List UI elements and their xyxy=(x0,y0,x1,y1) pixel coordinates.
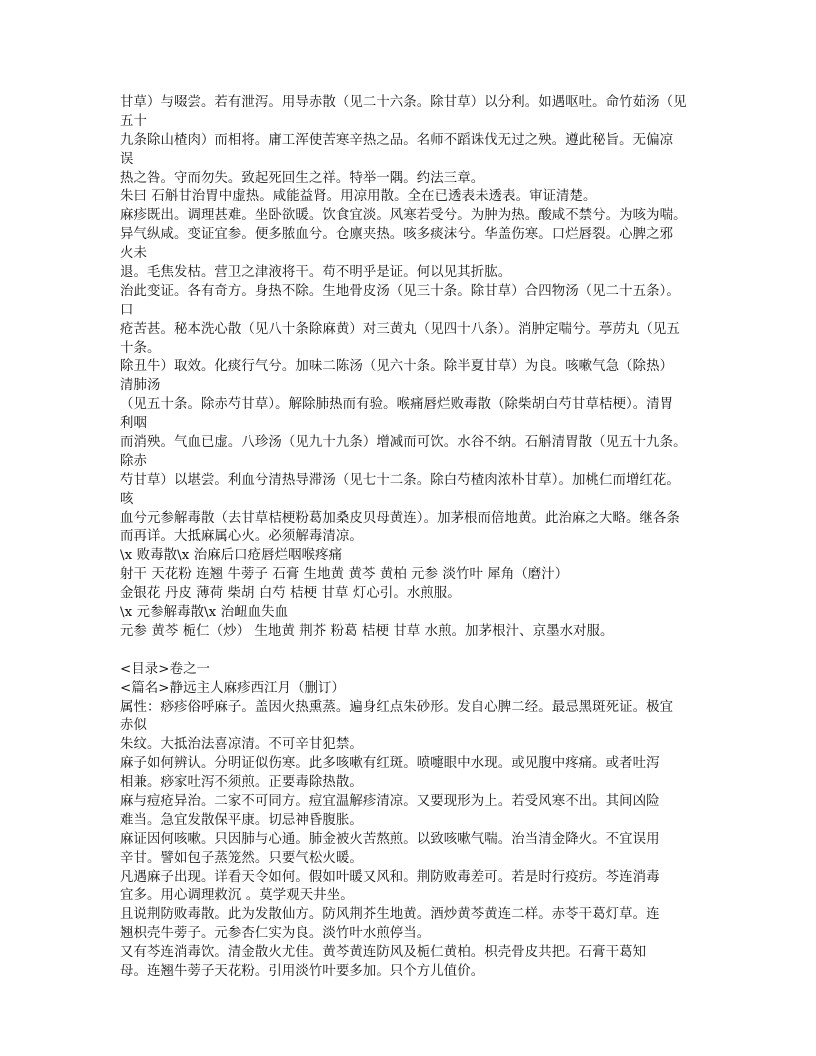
section2-line: 凡遇麻子出现。详看天令如何。假如叶暖又风和。荆防败毒差可。若是时行疫疠。芩连消毒 xyxy=(120,869,660,885)
section-gap xyxy=(120,642,700,661)
section1-line: \x 败毒散\x 治麻后口疮唇烂咽喉疼痛 xyxy=(120,548,343,564)
section2-line: 宜多。用心调理救沉 。莫学观天井坐。 xyxy=(120,888,354,904)
section1-line: 利咽 xyxy=(120,416,147,432)
section2-line: 麻证因何咳嗽。只因肺与心通。肺金被火苦熬煎。以致咳嗽气喘。治当清金降火。不宜误用 xyxy=(120,831,660,847)
section2-line: 又有芩连消毒饮。清金散火尤佳。黄芩黄连防风及栀仁黄柏。枳壳骨皮共把。石膏干葛知 xyxy=(120,945,647,961)
section1-line: \x 元参解毒散\x 治衄血失血 xyxy=(120,605,289,621)
section2-line: 相兼。痧家吐泻不须煎。正要毒除热散。 xyxy=(120,775,363,791)
section1-line: （见五十条。除赤芍甘草）。解除肺热而有验。喉痛唇烂败毒散（除柴胡白芍甘草桔梗）。清胃 xyxy=(120,397,674,413)
section2-line: <目录>卷之一 xyxy=(120,661,211,677)
section1-line: 退。毛焦发枯。营卫之津液将干。苟不明乎是证。何以见其折肱。 xyxy=(120,265,512,281)
section2-line: 赤似 xyxy=(120,718,147,734)
section1-line: 血兮元参解毒散（去甘草桔梗粉葛加桑皮贝母黄连）。加茅根而倍地黄。此治麻之大略。继各条 xyxy=(120,510,680,526)
section1-line: 甘草）与啜尝。若有泄泻。用导赤散（见二十六条。除甘草）以分利。如遇呕吐。命竹茹汤（见 xyxy=(120,95,687,110)
section1-line: 清肺汤 xyxy=(120,378,161,394)
section1-line: 咳 xyxy=(120,491,134,507)
section1-line: 射干 天花粉 连翘 牛蒡子 石膏 生地黄 黄芩 黄柏 元参 淡竹叶 犀角（磨汁） xyxy=(120,567,569,583)
section2-line: 母。连翘牛蒡子天花粉。引用淡竹叶要多加。只个方儿值价。 xyxy=(120,963,485,979)
section1-line: 九条除山楂肉）而相将。庸工浑使苦寒辛热之品。名师不蹈诛伐无过之殃。遵此秘旨。无偏凉 xyxy=(120,132,674,148)
section1-line: 十条。 xyxy=(120,340,161,356)
section1-line: 金银花 丹皮 薄荷 柴胡 白芍 桔梗 甘草 灯心引。水煎服。 xyxy=(120,586,461,602)
section1-line: 芍甘草）以堪尝。利血兮清热导滞汤（见七十二条。除白芍楂肉浓朴甘草）。加桃仁而增红花。 xyxy=(120,472,680,488)
section2-line: 属性：痧疹俗呼麻子。盖因火热熏蒸。遍身红点朱砂形。发自心脾二经。最忌黑斑死证。极宜 xyxy=(120,699,674,715)
section2-line: 翘枳壳牛蒡子。元参杏仁实为良。淡竹叶水煎停当。 xyxy=(120,926,431,942)
section-xijiangyue-text xyxy=(120,661,700,982)
document-page xyxy=(120,94,700,982)
section2-line: 且说荆防败毒散。此为发散仙方。防风荆芥生地黄。酒炒黄芩黄连二样。赤苓干葛灯草。连 xyxy=(120,907,660,923)
section2-line: 辛甘。譬如包子蒸笼然。只要气松火暖。 xyxy=(120,850,363,866)
section1-line: 五十 xyxy=(120,113,147,129)
section2-line: 朱纹。大抵治法喜凉清。不可辛甘犯禁。 xyxy=(120,737,363,753)
section1-line: 除赤 xyxy=(120,453,147,469)
section1-line: 而消殃。气血已虚。八珍汤（见九十九条）增减而可饮。水谷不纳。石斛清胃散（见五十九条。 xyxy=(120,435,687,451)
section1-line: 除丑牛）取效。化痰行气兮。加味二陈汤（见六十条。除半夏甘草）为良。咳嗽气急（除热） xyxy=(120,359,674,375)
section-treatment-text xyxy=(120,94,700,642)
section1-line: 元参 黄芩 栀仁（炒） 生地黄 荆芥 粉葛 桔梗 甘草 水煎。加茅根汁、京墨水对服。 xyxy=(120,623,614,639)
section2-line: 麻子如何辨认。分明证似伤寒。此多咳嗽有红斑。喷嚏眼中水现。或见腹中疼痛。或者吐泻 xyxy=(120,756,660,772)
section1-line: 朱曰 石斛甘治胃中虚热。咸能益肾。用凉用散。全在已透表未透表。审证清楚。 xyxy=(120,189,597,205)
section1-line: 热之咎。守而勿失。致起死回生之祥。特举一隅。约法三章。 xyxy=(120,170,485,186)
section1-line: 而再详。大抵麻属心火。必须解毒清凉。 xyxy=(120,529,363,545)
section1-line: 口 xyxy=(120,302,134,318)
section1-line: 麻疹既出。调理甚难。坐卧欲暖。饮食宜淡。风寒若受兮。为肿为热。酸咸不禁兮。为咳为喘。 xyxy=(120,208,687,224)
section1-line: 疮苦甚。秘本洗心散（见八十条除麻黄）对三黄丸（见四十八条）。消肿定喘兮。葶苈丸（见五 xyxy=(120,321,680,337)
section2-line: <篇名>静远主人麻疹西江月（删订） xyxy=(120,680,345,696)
section1-line: 火未 xyxy=(120,246,147,262)
section2-line: 麻与痘疮异治。二家不可同方。痘宜温解疹清凉。又要现形为上。若受风寒不出。其间凶险 xyxy=(120,793,660,809)
section1-line: 治此变证。各有奇方。身热不除。生地骨皮汤（见三十条。除甘草）合四物汤（见二十五条）。 xyxy=(120,283,680,299)
section1-line: 异气纵咸。变证宜参。便多脓血兮。仓廪夹热。咳多痰沫兮。华盖伤寒。口烂唇裂。心脾之邪 xyxy=(120,227,674,243)
section1-line: 误 xyxy=(120,151,134,167)
section2-line: 难当。急宜发散保平康。切忌神昏腹胀。 xyxy=(120,812,363,828)
